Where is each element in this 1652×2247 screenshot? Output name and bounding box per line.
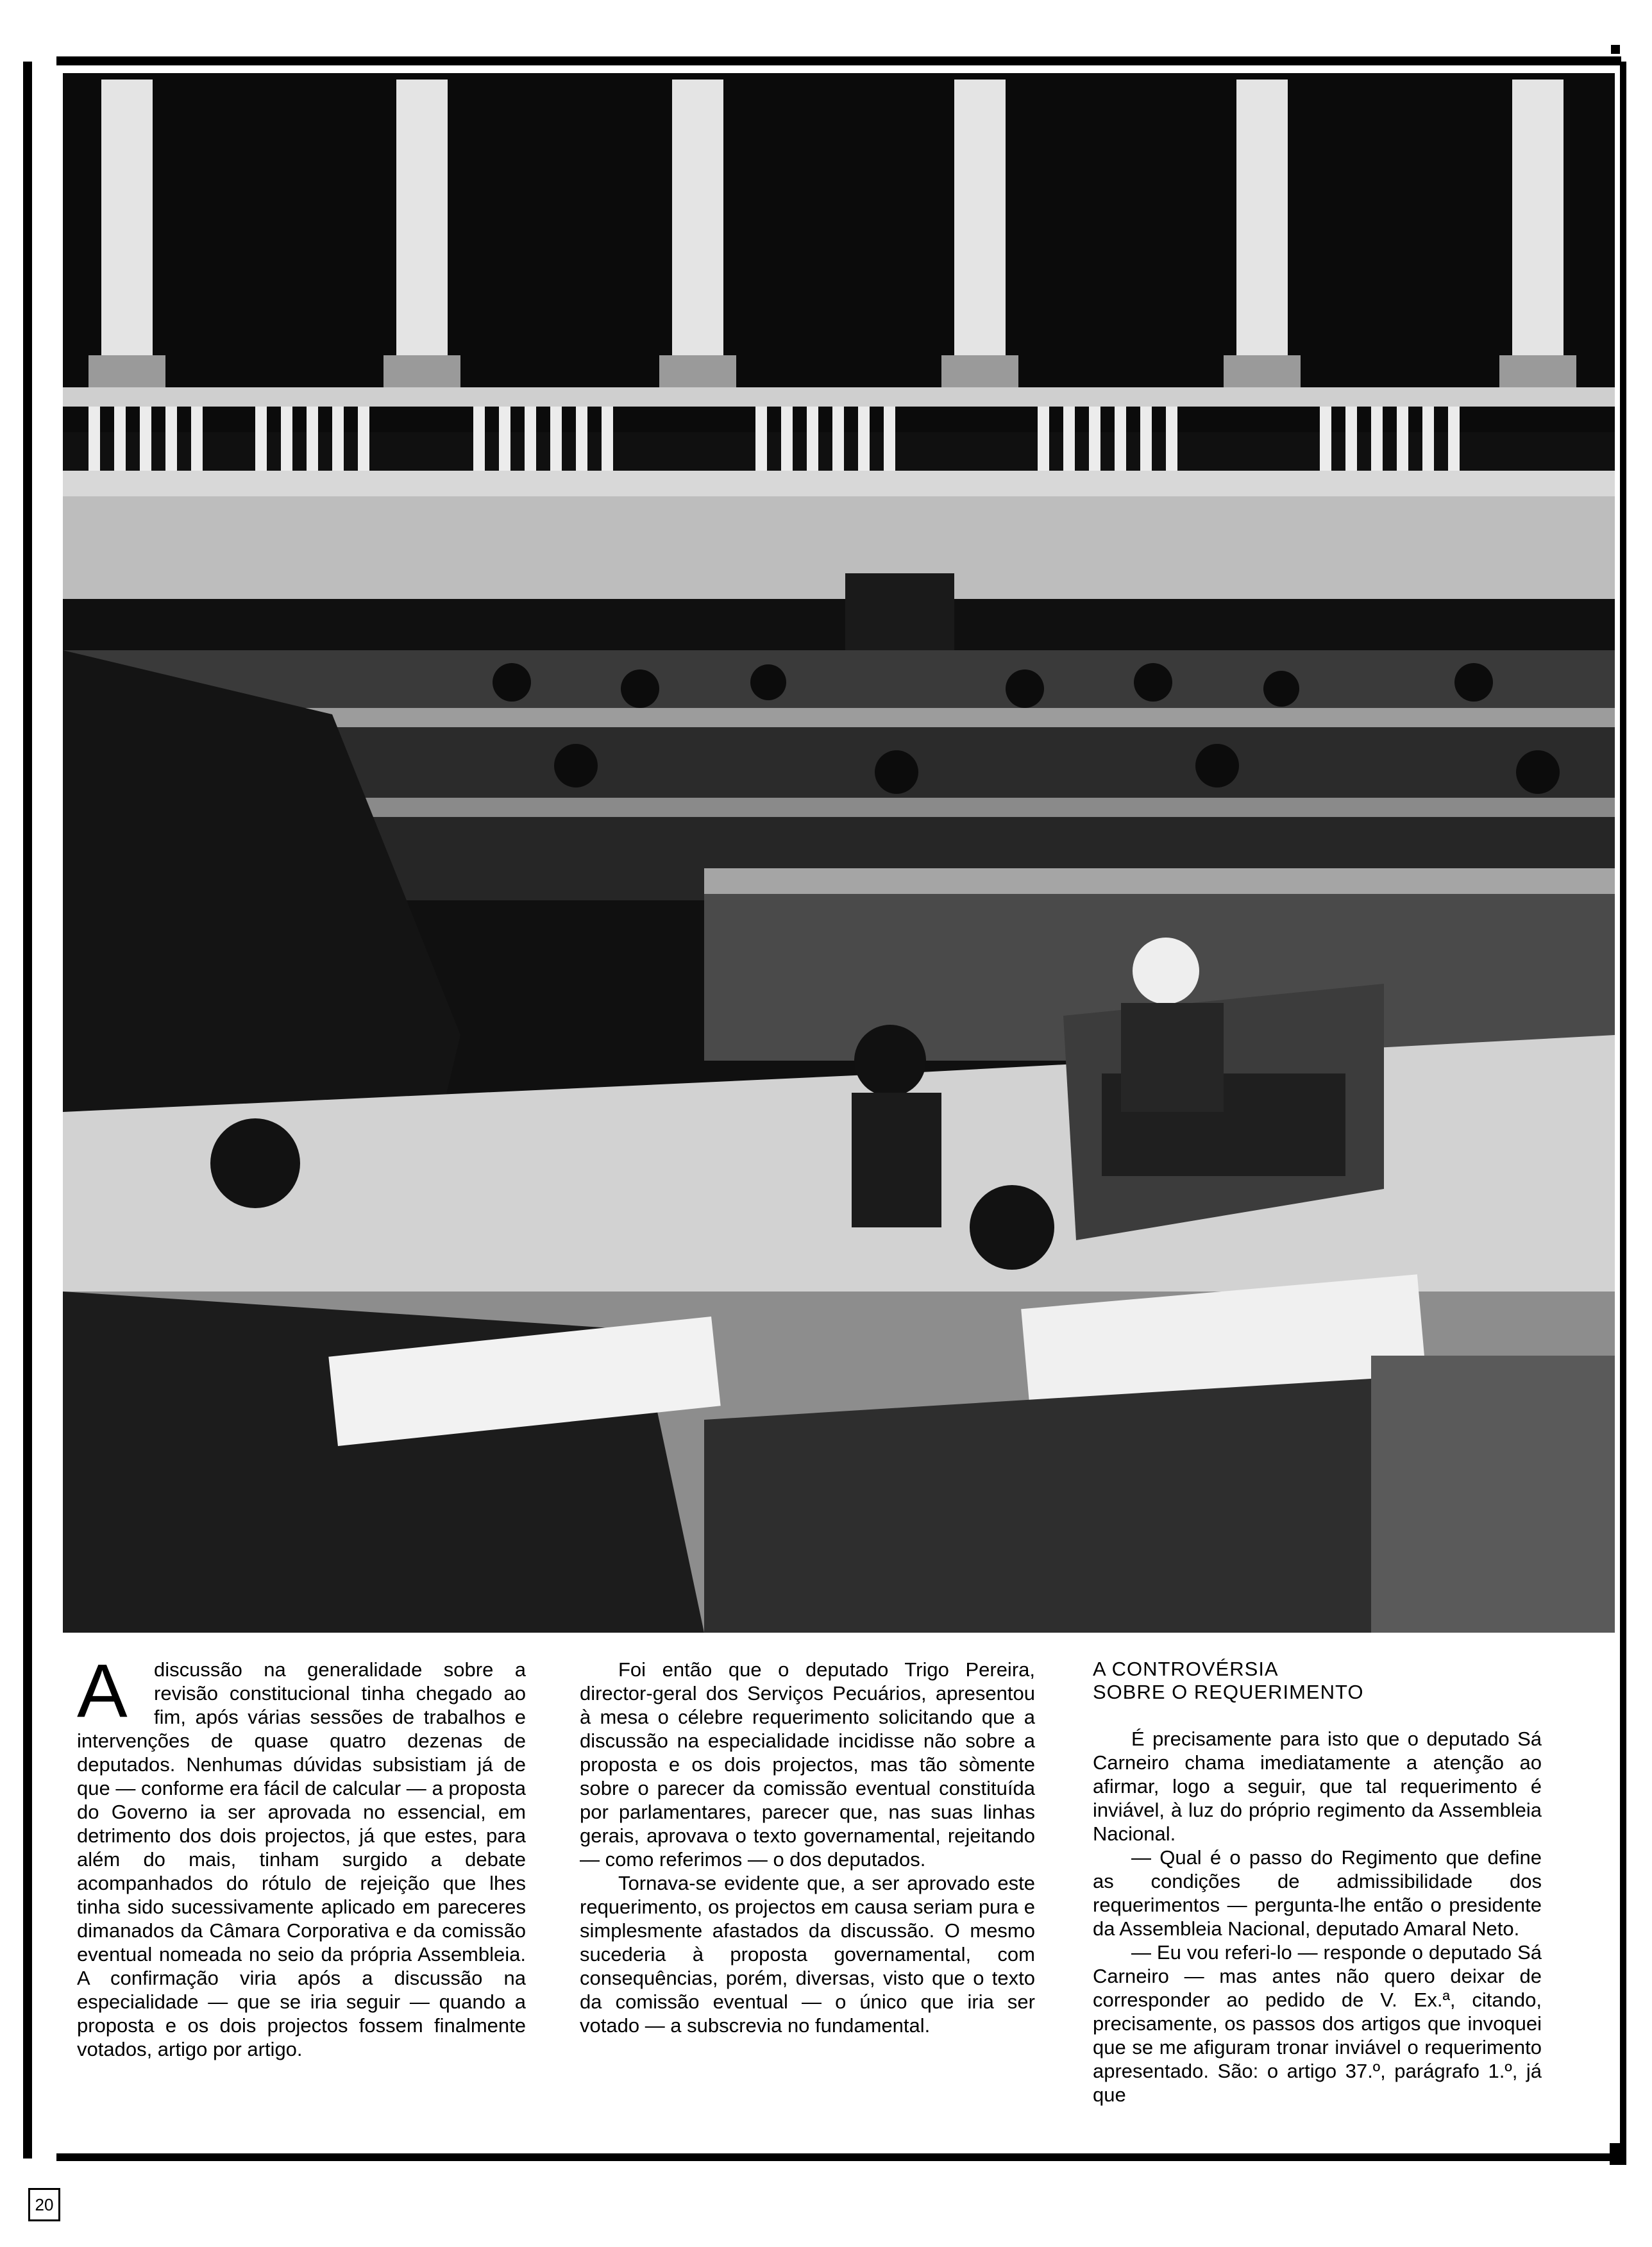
article-paragraph: Foi então que o deputado Trigo Pereira, director-geral dos Serviços Pecuários, apresentou à mesa o célebre requerimento solicitando que a discussão na especialidade incidisse não sobre a proposta e os dois projectos, mas tão sòmente sobre o parecer da comissão eventual constituída por parlamentares, parecer que, nas suas linhas gerais, aprovava o texto governamental, rejeitando — como referimos — o dos deputados. [580, 1658, 1035, 1871]
page-number: 20 [28, 2188, 60, 2221]
section-heading: A CONTROVÉRSIA SOBRE O REQUERIMENTO [1093, 1658, 1364, 1703]
page-frame-bottom-rule [56, 2153, 1621, 2161]
corner-mark [1611, 45, 1620, 54]
article-paragraph: discussão na generalidade sobre a revisão constitucional tinha chegado ao fim, após várias sessões de trabalhos e intervenções de quase quatro dezenas de deputados. Nenhumas dúvidas subsistiam já de que — conforme era fácil de calcular — a proposta do Governo ia ser aprovada no essencial, em detrimento dos dois projectos, já que estes, para além do mais, tinham surgido a debate acompanhados do rótulo de rejeição que lhes tinha sido sucessivamente aplicado em pareceres dimanados da Câmara Corporativa e da comissão eventual nomeada no seio da própria Assembleia. A confirmação viria após a discussão na especialidade — que se iria seguir — quando a proposta e os dois projectos fossem finalmente votados, artigo por artigo. [77, 1658, 526, 2060]
photo-drawing [63, 73, 1615, 1633]
article-paragraph: Tornava-se evidente que, a ser aprovado este requerimento, os projectos em causa seriam pura e simplesmente afastados da discussão. O mesmo sucederia à proposta governamental, com consequências, porém, diversas, visto que o texto da comissão eventual — o único que iria ser votado — a subscrevia no fundamental. [580, 1872, 1035, 2037]
page-frame-top-rule [56, 56, 1621, 65]
drop-cap: A [77, 1649, 128, 1733]
article-column-1 [77, 1649, 526, 2061]
page-frame-right-rule [1620, 62, 1626, 2159]
article-paragraph: — Eu vou referi-lo — responde o deputado Sá Carneiro — mas antes não quero deixar de corresponder ao pedido de V. Ex.ª, citando, precisamente, os passos dos artigos que invoquei que se me afiguram tronar inviável o requerimento apresentado. São: o artigo 37.º, parágrafo 1.º, já que [1093, 1941, 1542, 2106]
assembly-chamber-photograph [63, 73, 1615, 1633]
page-edge-tab [1610, 2143, 1626, 2165]
article-paragraph: É precisamente para isto que o deputado Sá Carneiro chama imediatamente a atenção ao afirmar, logo a seguir, que tal requerimento é inviável, à luz do próprio regimento da Assembleia Nacional. [1093, 1728, 1542, 1845]
article-column-2 [580, 1658, 1035, 2037]
article-column-3 [1093, 1658, 1542, 2107]
page-frame-left-rule [23, 62, 32, 2159]
article-paragraph: — Qual é o passo do Regimento que define as condições de admissibilidade dos requerimentos — pergunta-lhe então o presidente da Assembleia Nacional, deputado Amaral Neto. [1093, 1846, 1542, 1940]
